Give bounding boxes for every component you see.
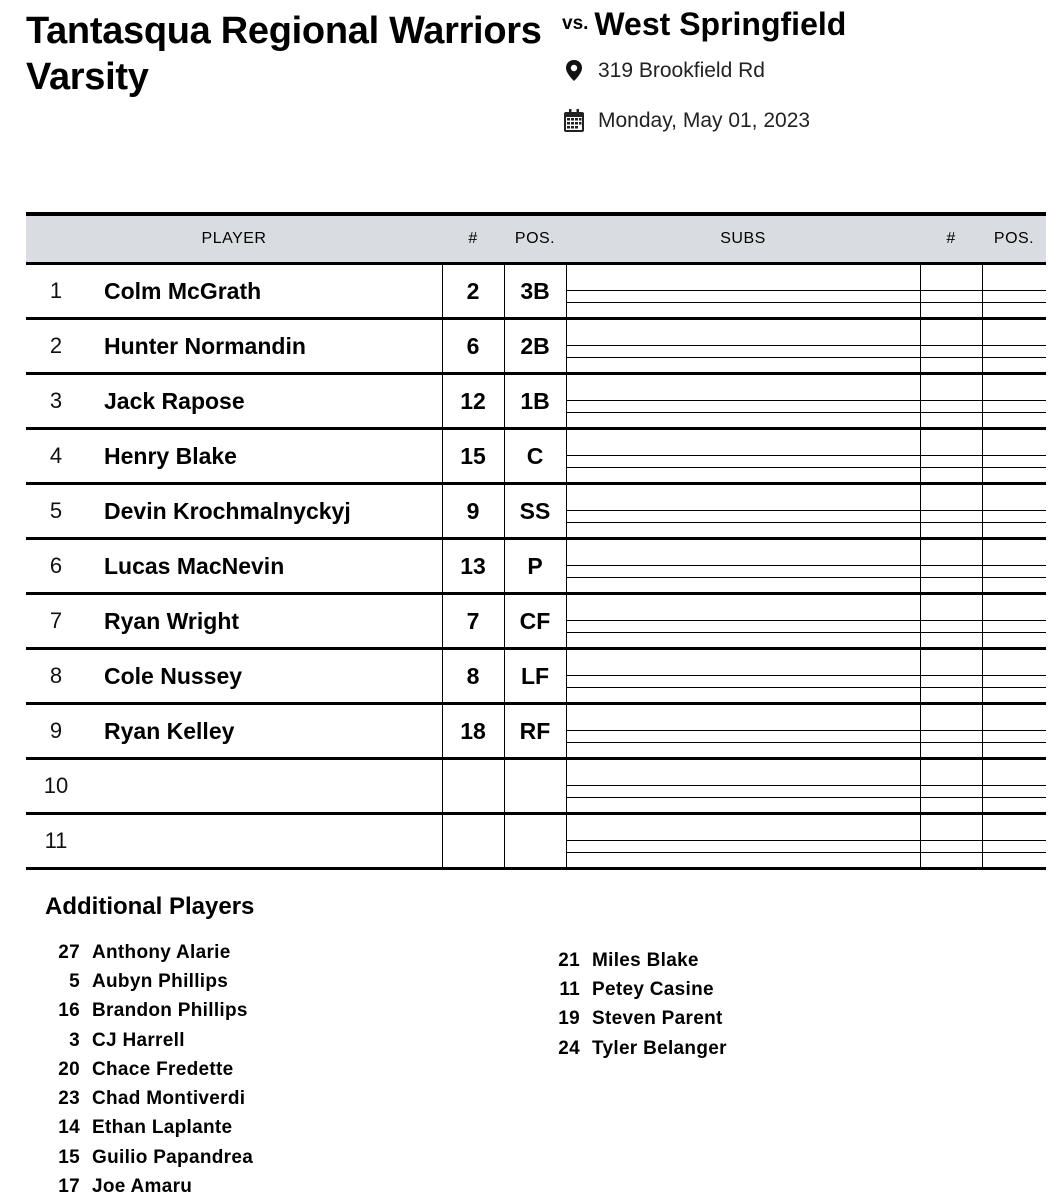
sub-name-cell[interactable]	[566, 539, 920, 594]
batting-order: 4	[26, 429, 86, 484]
list-item	[45, 1114, 253, 1143]
table-row	[26, 484, 1046, 539]
sub-name-cell[interactable]	[566, 374, 920, 429]
player-number: 14	[58, 1117, 80, 1139]
list-item	[45, 1055, 253, 1084]
jersey-number: 15	[442, 429, 504, 484]
player-name: Joe Amaru	[92, 1176, 193, 1198]
table-header-row	[26, 214, 1046, 264]
sub-name-cell[interactable]	[566, 429, 920, 484]
additional-players-heading: Additional Players	[45, 893, 255, 920]
sub-position-cell[interactable]	[982, 264, 1046, 319]
sub-position-cell[interactable]	[982, 374, 1046, 429]
sub-position-cell[interactable]	[982, 594, 1046, 649]
position: P	[504, 539, 566, 594]
player-name: Chace Fredette	[92, 1058, 234, 1080]
vs-label: vs.	[562, 13, 589, 34]
location-text: 319 Brookfield Rd	[598, 59, 765, 82]
batting-order: 7	[26, 594, 86, 649]
batting-order: 3	[26, 374, 86, 429]
sub-name-cell[interactable]	[566, 704, 920, 759]
player-number: 24	[558, 1037, 580, 1059]
list-item	[45, 967, 253, 996]
jersey-number: 13	[442, 539, 504, 594]
list-item	[545, 975, 727, 1004]
sub-number-cell[interactable]	[920, 319, 982, 374]
player-name: Colm McGrath	[104, 277, 262, 304]
player-name: CJ Harrell	[92, 1029, 185, 1051]
header-sub-number: #	[920, 214, 982, 264]
sub-number-cell[interactable]	[920, 264, 982, 319]
sub-position-cell[interactable]	[982, 429, 1046, 484]
date-text: Monday, May 01, 2023	[598, 109, 811, 132]
sub-number-cell[interactable]	[920, 814, 982, 869]
jersey-number: 8	[442, 649, 504, 704]
position: 3B	[504, 264, 566, 319]
sub-number-cell[interactable]	[920, 649, 982, 704]
sub-name-cell[interactable]	[566, 319, 920, 374]
player-name: Brandon Phillips	[92, 1000, 248, 1022]
player-name: Guilio Papandrea	[92, 1146, 254, 1168]
sub-number-cell[interactable]	[920, 429, 982, 484]
date-row	[562, 108, 810, 134]
player-name: Miles Blake	[592, 949, 699, 971]
table-row	[26, 814, 1046, 869]
player-name: Ethan Laplante	[92, 1117, 233, 1139]
list-item	[545, 946, 727, 975]
header-sub-position: POS.	[982, 214, 1046, 264]
player-number: 5	[69, 970, 80, 992]
player-name: Petey Casine	[592, 978, 714, 1000]
table-row	[26, 704, 1046, 759]
player-name: Tyler Belanger	[592, 1037, 727, 1059]
player-name: Jack Rapose	[86, 374, 442, 429]
list-item	[45, 1172, 253, 1201]
sub-name-cell[interactable]	[566, 264, 920, 319]
player-name: Chad Montiverdi	[92, 1088, 246, 1110]
jersey-number: 2	[442, 264, 504, 319]
list-item	[45, 1084, 253, 1113]
batting-order: 11	[26, 814, 86, 869]
position: RF	[504, 704, 566, 759]
sub-name-cell[interactable]	[566, 814, 920, 869]
jersey-number: 7	[442, 594, 504, 649]
sub-name-cell[interactable]	[566, 649, 920, 704]
sub-position-cell[interactable]	[982, 759, 1046, 814]
opponent-heading	[562, 6, 846, 43]
list-item	[45, 1143, 253, 1172]
sub-position-cell[interactable]	[982, 484, 1046, 539]
header-position: POS.	[504, 214, 566, 264]
table-row	[26, 649, 1046, 704]
player-name: Ryan Wright	[86, 594, 442, 649]
position[interactable]	[504, 759, 566, 814]
player-number: 11	[559, 978, 580, 1000]
sub-name-cell[interactable]	[566, 594, 920, 649]
additional-players-column-2	[545, 946, 727, 1063]
list-item	[45, 997, 253, 1026]
batting-order: 1	[49, 278, 63, 303]
sub-number-cell[interactable]	[920, 704, 982, 759]
player-name: Lucas MacNevin	[86, 539, 442, 594]
batting-order: 5	[26, 484, 86, 539]
list-item	[45, 1026, 253, 1055]
sub-position-cell[interactable]	[982, 649, 1046, 704]
player-number: 20	[58, 1058, 80, 1080]
player-number: 15	[58, 1146, 80, 1168]
table-row	[26, 594, 1046, 649]
table-row	[26, 264, 1046, 319]
position: 1B	[504, 374, 566, 429]
sub-number-cell[interactable]	[920, 484, 982, 539]
player-number: 17	[58, 1176, 80, 1198]
jersey-number: 6	[442, 319, 504, 374]
header-player: PLAYER	[26, 214, 442, 264]
table-row	[26, 429, 1046, 484]
player-name[interactable]	[86, 814, 442, 869]
jersey-number: 9	[442, 484, 504, 539]
batting-order: 2	[26, 319, 86, 374]
list-item	[45, 938, 253, 967]
player-name: Aubyn Phillips	[92, 970, 229, 992]
player-number: 19	[558, 1008, 580, 1030]
table-row	[26, 539, 1046, 594]
header-subs: SUBS	[566, 214, 920, 264]
table-row	[26, 374, 1046, 429]
player-name: Steven Parent	[592, 1008, 723, 1030]
player-name: Devin Krochmalnyckyj	[86, 484, 442, 539]
list-item	[545, 1034, 727, 1063]
player-name: Hunter Normandin	[86, 319, 442, 374]
additional-players-column-1	[45, 938, 253, 1202]
player-number: 21	[558, 949, 580, 971]
position: 2B	[504, 319, 566, 374]
player-number: 16	[58, 1000, 80, 1022]
table-row	[26, 759, 1046, 814]
jersey-number: 12	[442, 374, 504, 429]
player-number: 23	[58, 1088, 80, 1110]
sub-number-cell[interactable]	[920, 759, 982, 814]
sub-position-cell[interactable]	[982, 814, 1046, 869]
map-pin-icon	[562, 58, 586, 84]
player-number: 3	[69, 1029, 80, 1051]
position: LF	[504, 649, 566, 704]
sub-number-cell[interactable]	[920, 374, 982, 429]
position: CF	[504, 594, 566, 649]
sub-position-cell[interactable]	[982, 319, 1046, 374]
position[interactable]	[504, 814, 566, 869]
team-title: Tantasqua Regional Warriors Varsity	[26, 10, 542, 98]
location-row	[562, 58, 765, 84]
jersey-number: 18	[442, 704, 504, 759]
sub-position-cell[interactable]	[982, 539, 1046, 594]
lineup-table	[26, 212, 1046, 870]
sub-number-cell[interactable]	[920, 539, 982, 594]
list-item	[545, 1005, 727, 1034]
jersey-number[interactable]	[442, 759, 504, 814]
sub-position-cell[interactable]	[982, 704, 1046, 759]
player-name: Cole Nussey	[86, 649, 442, 704]
player-name: Henry Blake	[86, 429, 442, 484]
sub-name-cell[interactable]	[566, 759, 920, 814]
header-number: #	[442, 214, 504, 264]
position: SS	[504, 484, 566, 539]
jersey-number[interactable]	[442, 814, 504, 869]
player-number: 27	[58, 941, 80, 963]
opponent-name: West Springfield	[594, 6, 847, 42]
position: C	[504, 429, 566, 484]
sub-name-cell[interactable]	[566, 484, 920, 539]
batting-order: 9	[26, 704, 86, 759]
player-name[interactable]	[86, 759, 442, 814]
sub-number-cell[interactable]	[920, 594, 982, 649]
player-name: Anthony Alarie	[92, 941, 231, 963]
calendar-icon	[562, 108, 586, 134]
batting-order: 8	[26, 649, 86, 704]
batting-order: 6	[26, 539, 86, 594]
batting-order: 10	[26, 759, 86, 814]
table-row	[26, 319, 1046, 374]
player-name: Ryan Kelley	[86, 704, 442, 759]
